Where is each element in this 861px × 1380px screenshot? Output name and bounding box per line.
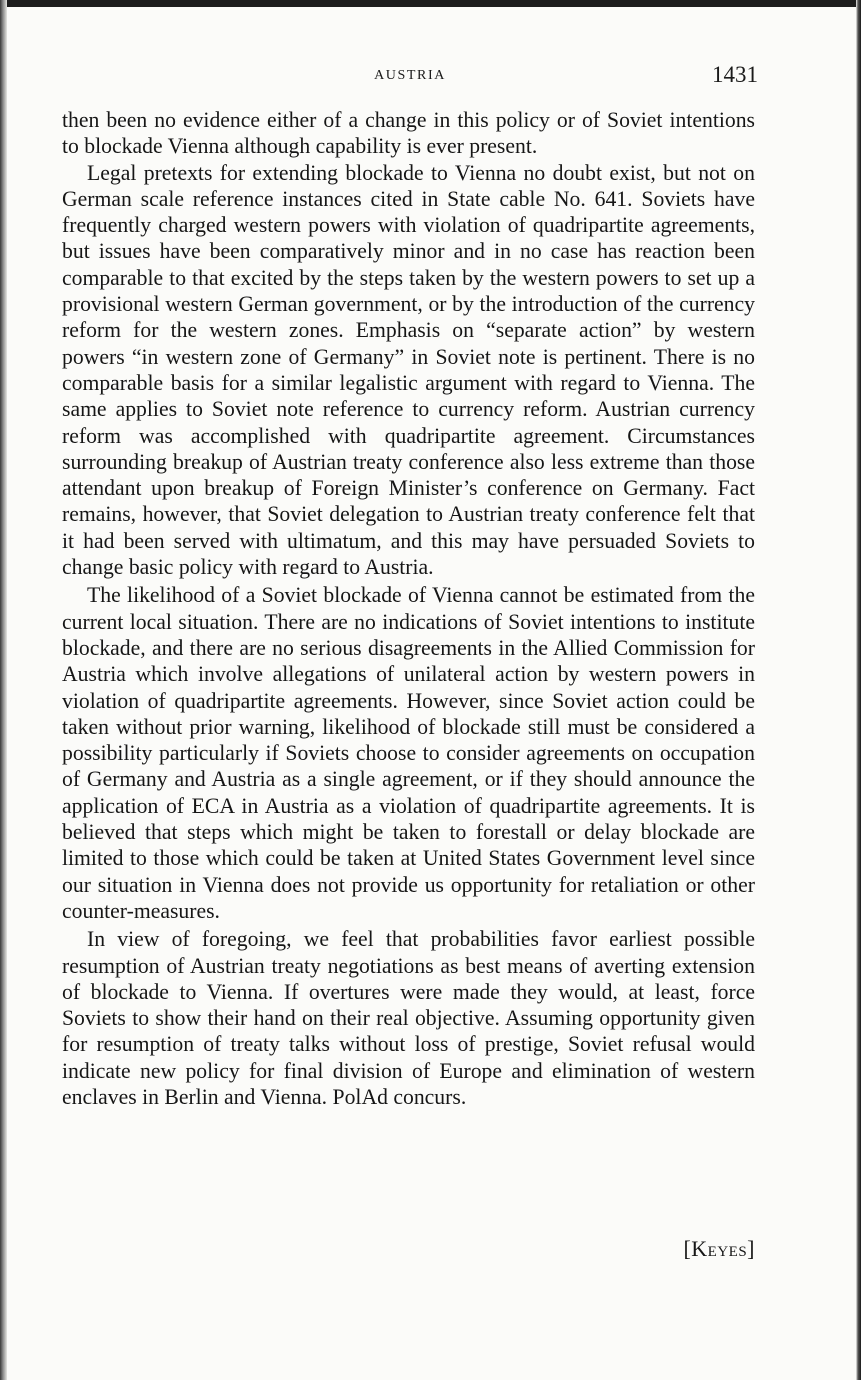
scan-left-edge — [0, 0, 7, 1380]
running-head — [62, 62, 758, 92]
page-number: 1431 — [712, 62, 758, 87]
paragraph-likelihood: The likelihood of a Soviet blockade of Vienna cannot be estimated from the current local situation. There are no indications of Soviet intentions to institute blockade, and there are no serious disagreements in the Allied Commission for Austria which involve allegations of unilateral action by western powers in violation of quadripartite agreements. However, since Soviet action could be taken without prior warning, likelihood of blockade still must be considered a possibility particularly if Soviets choose to consider agreements on occupation of Germany and Austria as a single agreement, or if they should announce the application of ECA in Austria as a violation of quadripartite agreements. It is believed that steps which might be taken to forestall or delay blockade are limited to those which could be taken at United States Government level since our situation in Vienna does not provide us opportunity for retaliation or other counter-measures. — [62, 583, 755, 923]
paragraph-continued: then been no evidence either of a change in this policy or of Soviet intentions to blockade Vienna although capability is ever present. — [62, 108, 755, 159]
running-title: AUSTRIA — [374, 68, 446, 83]
scan-right-edge — [856, 0, 861, 1380]
signature: [Keyes] — [683, 1236, 755, 1261]
paragraph-legal-pretexts: Legal pretexts for extending blockade to Vienna no doubt exist, but not on German scale reference instances cited in State cable No. 641. Soviets have frequently charged western powers with violation of quadripartite agreements, but issues have been comparatively minor and in no case has reaction been comparable to that excited by the steps taken by the western powers to set up a provisional western German government, or by the introduction of the currency reform for the western zones. Emphasis on “separate action” by western powers “in western zone of Germany” in Soviet note is pertinent. There is no comparable basis for a similar legalistic argument with regard to Vienna. The same applies to Soviet note reference to currency reform. Austrian currency reform was accomplished with quadripartite agreement. Circumstances surrounding breakup of Austrian treaty conference also less extreme than those attendant upon breakup of Foreign Minister’s conference on Germany. Fact remains, however, that Soviet delegation to Austrian treaty conference felt that it had been served with ultimatum, and this may have persuaded Soviets to change basic policy with regard to Austria. — [62, 160, 755, 580]
body-text — [62, 107, 755, 1110]
paragraph-conclusion: In view of foregoing, we feel that probabilities favor earliest possible resumption of Austrian treaty negotiations as best means of averting extension of blockade to Vienna. If overtures were made they would, at least, force Soviets to show their hand on their real objective. Assuming opportunity given for resumption of treaty talks without loss of prestige, Soviet refusal would indicate new policy for final division of Europe and elimination of western enclaves in Berlin and Vienna. PolAd concurs. — [62, 927, 755, 1109]
scan-top-edge — [0, 0, 861, 7]
